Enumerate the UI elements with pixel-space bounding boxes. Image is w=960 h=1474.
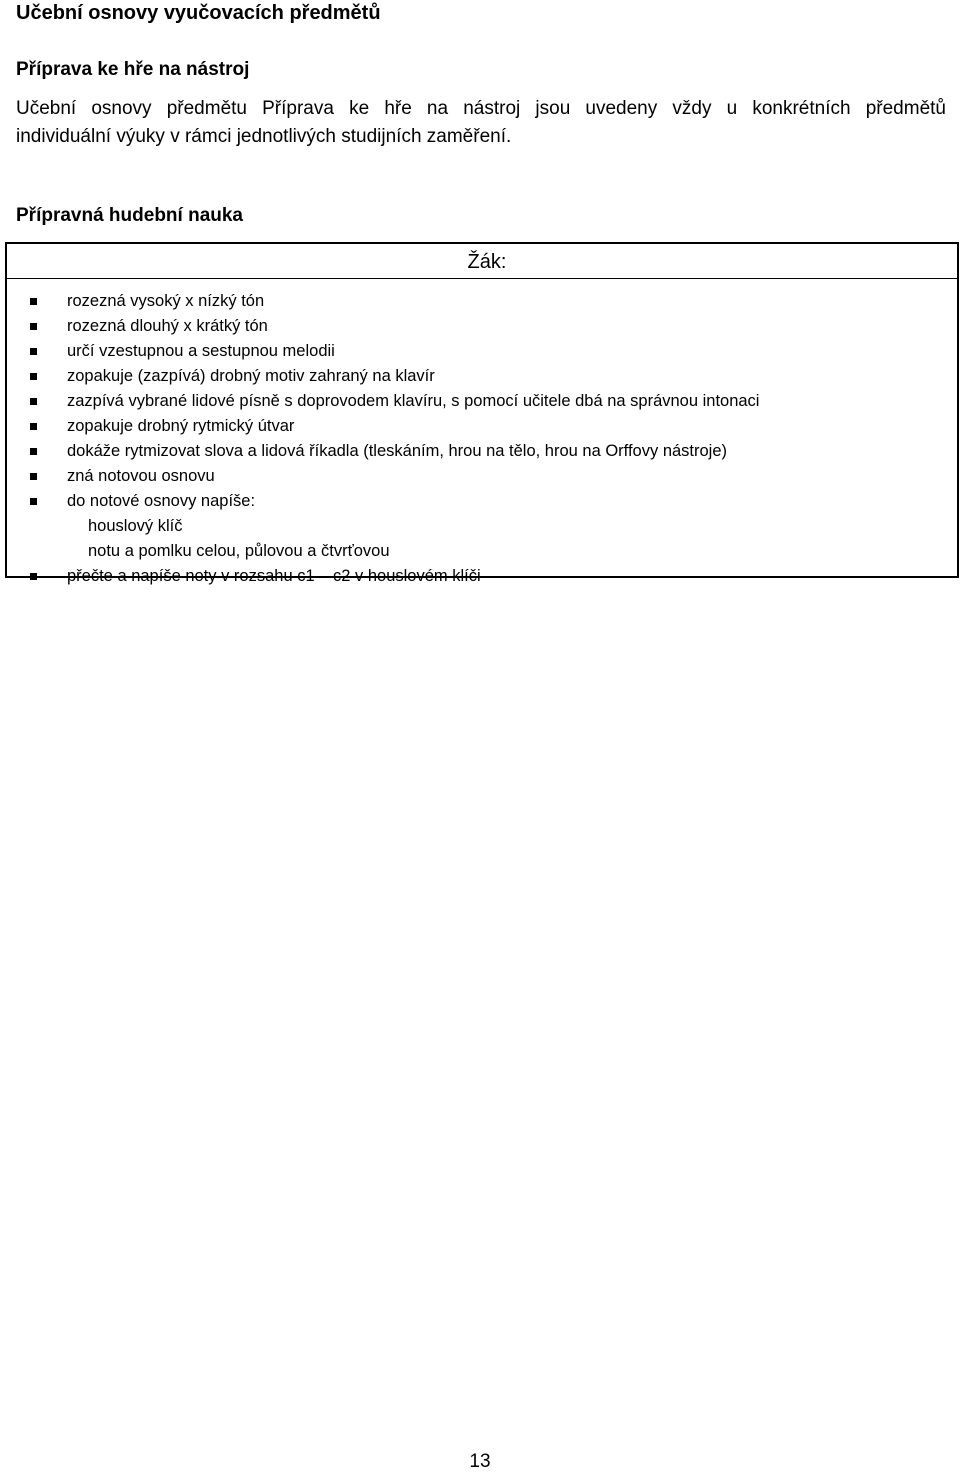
list-item	[7, 564, 957, 589]
list-item	[7, 539, 957, 564]
list-item-text: zazpívá vybrané lidové písně s doprovodem klavíru, s pomocí učitele dbá na správnou intonaci	[67, 392, 760, 410]
list-item-text: notu a pomlku celou, půlovou a čtvrťovou	[88, 542, 390, 560]
list-item-text: zná notovou osnovu	[67, 467, 215, 485]
page-number: 13	[469, 1451, 491, 1472]
square-bullet-icon	[30, 373, 37, 380]
list-item	[7, 414, 957, 439]
square-bullet-icon	[30, 323, 37, 330]
list-item-text: zopakuje drobný rytmický útvar	[67, 417, 295, 435]
list-item-text: do notové osnovy napíše:	[67, 492, 256, 510]
list-item-text: rozezná dlouhý x krátký tón	[67, 317, 268, 335]
square-bullet-icon	[30, 348, 37, 355]
learning-outcomes-table	[5, 242, 959, 585]
list-item-text: určí vzestupnou a sestupnou melodii	[67, 342, 335, 360]
square-bullet-icon	[30, 473, 37, 480]
list-item	[7, 514, 957, 539]
table-header: Žák:	[7, 244, 957, 279]
section-heading: Příprava ke hře na nástroj	[16, 59, 250, 80]
square-bullet-icon	[30, 498, 37, 505]
list-item	[7, 464, 957, 489]
list-item	[7, 314, 957, 339]
list-item	[7, 439, 957, 464]
list-item-text: rozezná vysoký x nízký tón	[67, 292, 265, 310]
square-bullet-icon	[30, 573, 37, 580]
intro-line-1: Učební osnovy předmětu Příprava ke hře na nástroj jsou uvedeny vždy u konkrétních předmětů	[16, 98, 946, 119]
square-bullet-icon	[30, 423, 37, 430]
intro-line-2: individuální výuky v rámci jednotlivých studijních zaměření.	[16, 126, 512, 147]
list-item	[7, 339, 957, 364]
list-item-text: houslový klíč	[88, 517, 183, 535]
list-item	[7, 389, 957, 414]
list-item	[7, 289, 957, 314]
square-bullet-icon	[30, 448, 37, 455]
list-item-text: přečte a napíše noty v rozsahu c1 – c2 v houslovém klíči	[67, 567, 481, 585]
subsection-heading: Přípravná hudební nauka	[16, 205, 243, 226]
list-item-text: dokáže rytmizovat slova a lidová říkadla (tleskáním, hrou na tělo, hrou na Orffovy nástroje)	[67, 442, 728, 460]
square-bullet-icon	[30, 298, 37, 305]
list-item	[7, 364, 957, 389]
document-title: Učební osnovy vyučovacích předmětů	[16, 2, 381, 24]
intro-paragraph	[16, 95, 946, 151]
square-bullet-icon	[30, 398, 37, 405]
list-item	[7, 489, 957, 514]
outcomes-list	[7, 289, 957, 589]
list-item-text: zopakuje (zazpívá) drobný motiv zahraný na klavír	[67, 367, 435, 385]
